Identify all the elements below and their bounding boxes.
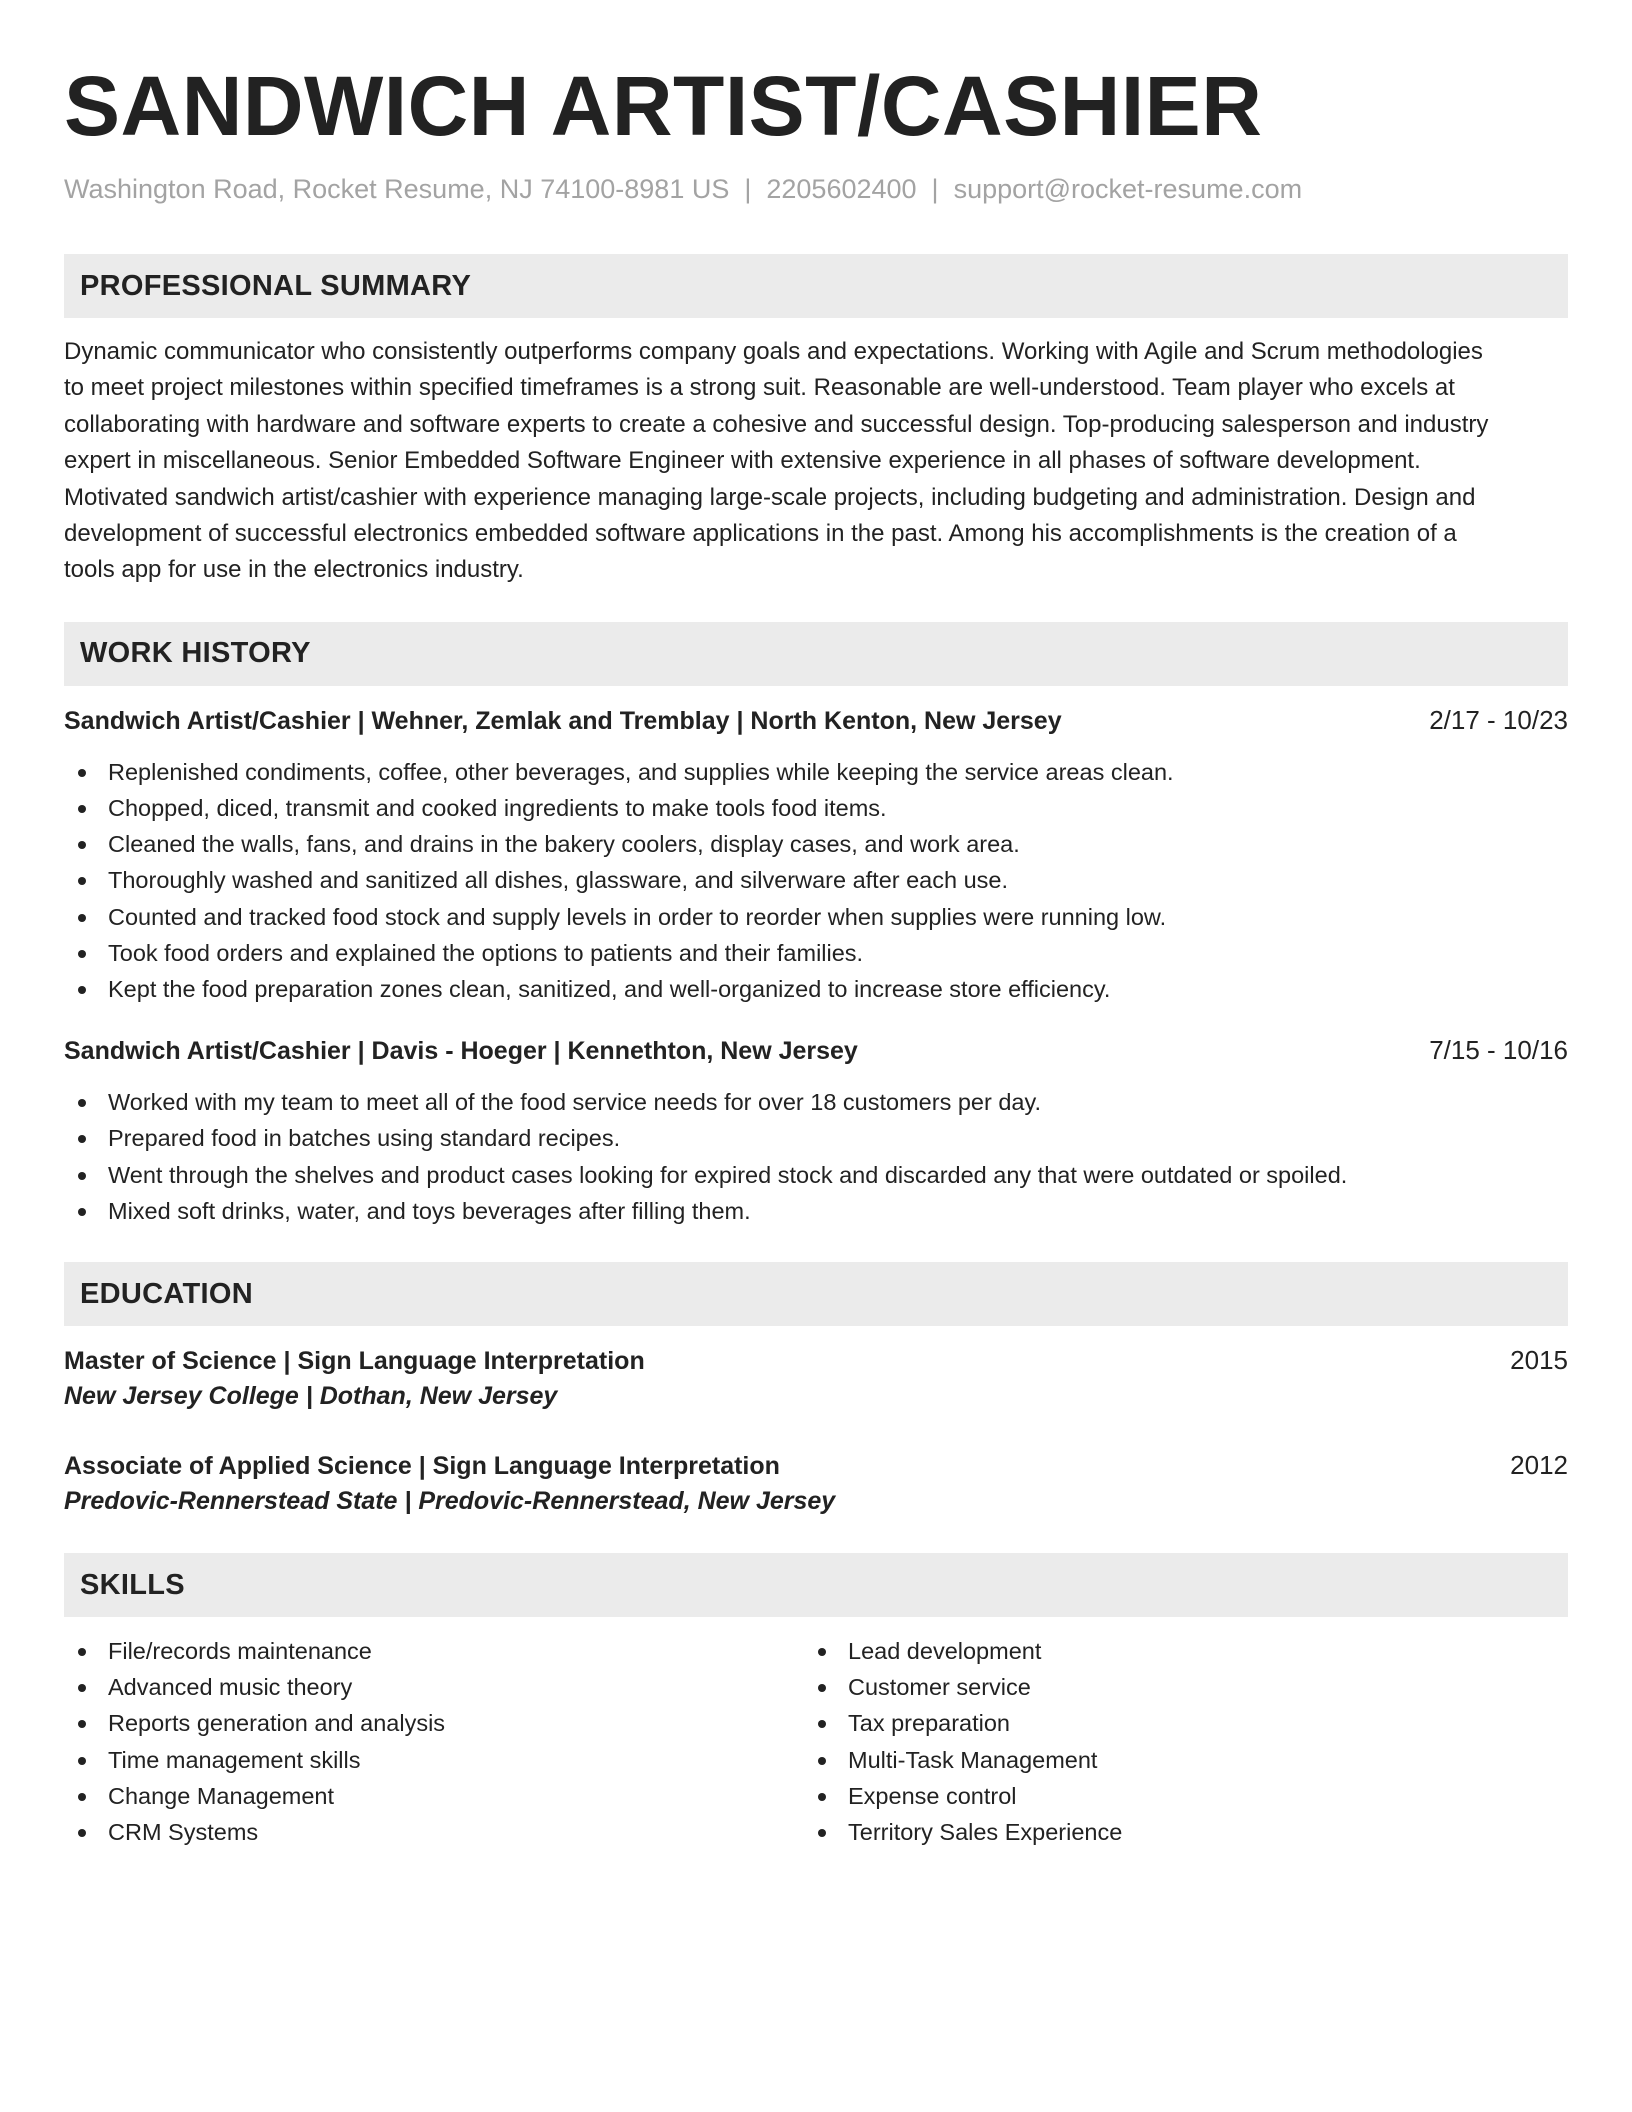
contact-line	[64, 172, 1568, 206]
summary-line: to meet project milestones within specified timeframes is a strong suit. Reasonable are well-understood. Team player who excels at	[64, 374, 1455, 402]
list-item	[64, 1742, 804, 1778]
bullet-icon	[78, 1172, 86, 1180]
bullet-icon	[78, 877, 86, 885]
list-item	[64, 1157, 1568, 1193]
contact-address: Washington Road, Rocket Resume, NJ 74100-8981 US	[64, 174, 730, 204]
education-year: 2012	[1510, 1450, 1568, 1481]
bullet-icon	[818, 1648, 826, 1656]
list-item-text: Took food orders and explained the options to patients and their families.	[108, 939, 864, 966]
summary-line: development of successful electronics embedded software applications in the past. Among his accomplishments is the creation of a	[64, 520, 1457, 548]
education-entry	[64, 1448, 1568, 1519]
summary-line: collaborating with hardware and software experts to create a cohesive and successful design. Top-producing salesperson and industry	[64, 410, 1489, 438]
bullet-icon	[78, 1648, 86, 1656]
summary-line: Motivated sandwich artist/cashier with experience managing large-scale projects, including budgeting and administration. Design and	[64, 483, 1476, 511]
list-item	[804, 1742, 1544, 1778]
education-header-row	[64, 1448, 1568, 1483]
skill-text: Multi-Task Management	[848, 1746, 1098, 1773]
list-item	[64, 862, 1568, 898]
contact-phone: 2205602400	[766, 174, 917, 204]
section-header-summary: PROFESSIONAL SUMMARY	[64, 254, 1568, 318]
skill-text: Lead development	[848, 1638, 1042, 1665]
list-item	[64, 1633, 804, 1669]
bullet-icon	[78, 1099, 86, 1107]
education-school: Predovic-Rennerstead State | Predovic-Rennerstead, New Jersey	[64, 1487, 836, 1516]
list-item-text: Kept the food preparation zones clean, sanitized, and well-organized to increase store efficiency.	[108, 976, 1111, 1003]
contact-email: support@rocket-resume.com	[953, 174, 1303, 204]
bullet-icon	[78, 986, 86, 994]
list-item-text: Replenished condiments, coffee, other beverages, and supplies while keeping the service areas clean.	[108, 758, 1174, 785]
bullet-icon	[78, 914, 86, 922]
list-item	[64, 1814, 804, 1850]
job-dates: 7/15 - 10/16	[1429, 1035, 1568, 1066]
skill-text: Customer service	[848, 1674, 1031, 1701]
summary-text	[64, 334, 1568, 589]
skills-column-right	[804, 1633, 1544, 1850]
bullet-icon	[78, 1684, 86, 1692]
job-entry	[64, 1033, 1568, 1229]
resume-name: SANDWICH ARTIST/CASHIER	[64, 59, 1263, 153]
section-header-work-history: WORK HISTORY	[64, 622, 1568, 686]
list-item-text: Mixed soft drinks, water, and toys beverages after filling them.	[108, 1197, 751, 1224]
job-bullet-list	[64, 1084, 1568, 1229]
bullet-icon	[818, 1793, 826, 1801]
education-entry	[64, 1343, 1568, 1414]
job-header-row	[64, 703, 1568, 738]
contact-separator: |	[744, 174, 752, 204]
skill-text: CRM Systems	[108, 1819, 259, 1846]
bullet-icon	[78, 805, 86, 813]
job-bullet-list	[64, 754, 1568, 1007]
bullet-icon	[78, 1208, 86, 1216]
bullet-icon	[78, 1135, 86, 1143]
bullet-icon	[78, 769, 86, 777]
education-degree: Associate of Applied Science | Sign Language Interpretation	[64, 1452, 780, 1481]
list-item	[804, 1633, 1544, 1669]
education-degree: Master of Science | Sign Language Interpretation	[64, 1347, 645, 1376]
list-item	[804, 1705, 1544, 1741]
list-item	[64, 935, 1568, 971]
job-title: Sandwich Artist/Cashier | Wehner, Zemlak and Tremblay | North Kenton, New Jersey	[64, 706, 1062, 735]
bullet-icon	[78, 950, 86, 958]
bullet-icon	[78, 841, 86, 849]
list-item	[64, 1778, 804, 1814]
list-item	[64, 1705, 804, 1741]
list-item-text: Went through the shelves and product cases looking for expired stock and discarded any that were outdated or spoiled.	[108, 1161, 1348, 1188]
list-item	[64, 971, 1568, 1007]
skill-text: Territory Sales Experience	[848, 1819, 1123, 1846]
list-item	[64, 1669, 804, 1705]
list-item-text: Chopped, diced, transmit and cooked ingredients to make tools food items.	[108, 795, 887, 822]
section-header-education: EDUCATION	[64, 1262, 1568, 1326]
job-dates: 2/17 - 10/23	[1429, 704, 1568, 735]
summary-line: tools app for use in the electronics industry.	[64, 556, 524, 584]
bullet-icon	[78, 1757, 86, 1765]
list-item	[64, 1193, 1568, 1229]
list-item-text: Counted and tracked food stock and supply levels in order to reorder when supplies were running low.	[108, 903, 1167, 930]
bullet-icon	[78, 1720, 86, 1728]
list-item-text: Thoroughly washed and sanitized all dishes, glassware, and silverware after each use.	[108, 867, 1009, 894]
skill-text: Reports generation and analysis	[108, 1710, 446, 1737]
job-entry	[64, 703, 1568, 1007]
contact-separator: |	[931, 174, 939, 204]
skills-column-left	[64, 1633, 804, 1850]
skill-text: Expense control	[848, 1782, 1017, 1809]
skill-text: File/records maintenance	[108, 1638, 372, 1665]
list-item	[64, 899, 1568, 935]
list-item	[64, 790, 1568, 826]
list-item-text: Worked with my team to meet all of the food service needs for over 18 customers per day.	[108, 1089, 1042, 1116]
job-title: Sandwich Artist/Cashier | Davis - Hoeger | Kennethton, New Jersey	[64, 1037, 858, 1066]
bullet-icon	[78, 1829, 86, 1837]
list-item	[64, 754, 1568, 790]
job-header-row	[64, 1033, 1568, 1068]
bullet-icon	[78, 1793, 86, 1801]
skill-text: Change Management	[108, 1782, 335, 1809]
skills-columns	[64, 1633, 1568, 1850]
summary-line: Dynamic communicator who consistently outperforms company goals and expectations. Working with Agile and Scrum methodologies	[64, 338, 1483, 365]
education-school: New Jersey College | Dothan, New Jersey	[64, 1382, 558, 1411]
list-item-text: Cleaned the walls, fans, and drains in the bakery coolers, display cases, and work area.	[108, 831, 1020, 858]
list-item	[64, 1084, 1568, 1120]
section-header-skills: SKILLS	[64, 1553, 1568, 1617]
list-item	[64, 826, 1568, 862]
education-year: 2015	[1510, 1345, 1568, 1376]
education-header-row	[64, 1343, 1568, 1378]
bullet-icon	[818, 1720, 826, 1728]
list-item	[804, 1778, 1544, 1814]
skills-list	[804, 1633, 1544, 1850]
skills-list	[64, 1633, 804, 1850]
list-item-text: Prepared food in batches using standard recipes.	[108, 1125, 621, 1152]
summary-line: expert in miscellaneous. Senior Embedded Software Engineer with extensive experience in all phases of software development.	[64, 447, 1421, 475]
skill-text: Advanced music theory	[108, 1674, 353, 1701]
list-item	[804, 1669, 1544, 1705]
bullet-icon	[818, 1829, 826, 1837]
bullet-icon	[818, 1757, 826, 1765]
bullet-icon	[818, 1684, 826, 1692]
skill-text: Tax preparation	[848, 1710, 1010, 1737]
list-item	[64, 1120, 1568, 1156]
skill-text: Time management skills	[108, 1746, 361, 1773]
list-item	[804, 1814, 1544, 1850]
